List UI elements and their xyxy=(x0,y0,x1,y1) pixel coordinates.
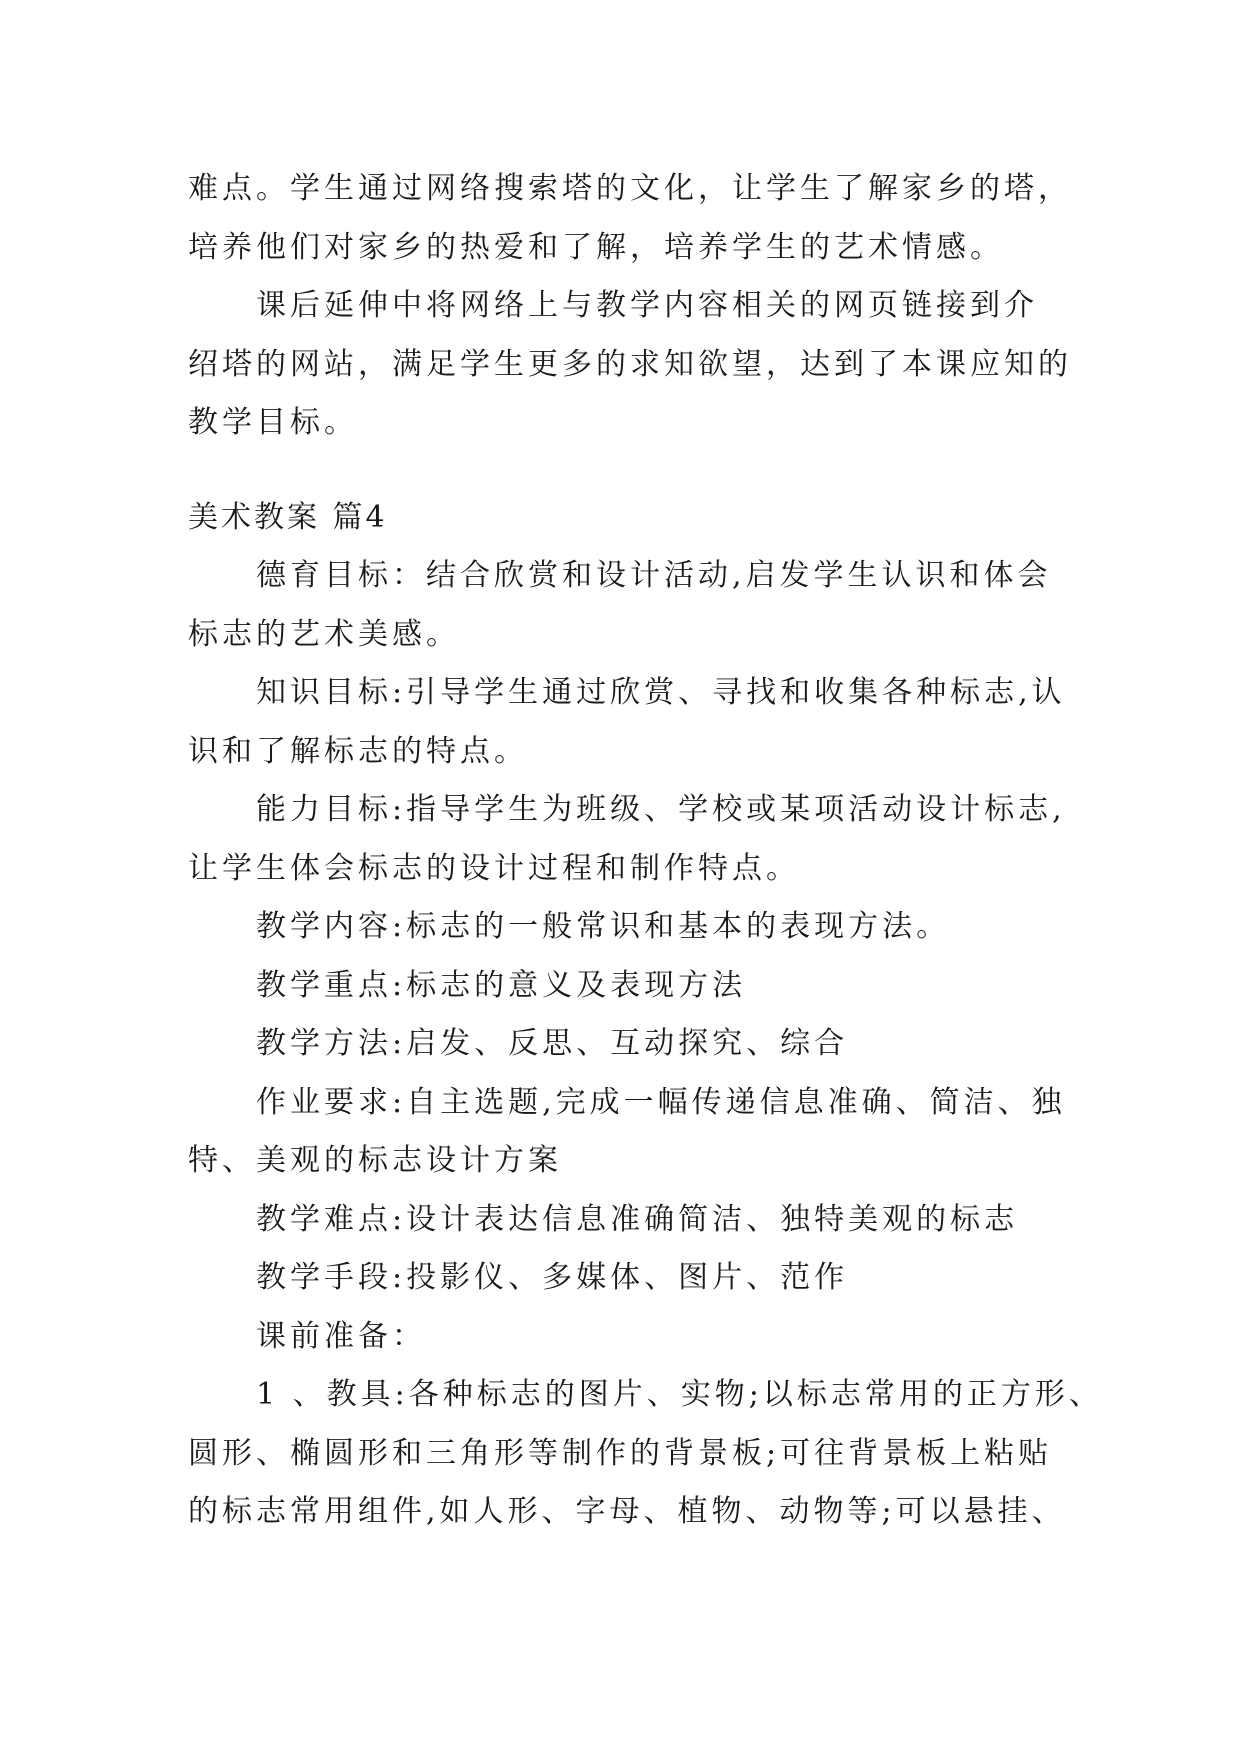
text-line: 让学生体会标志的设计过程和制作特点。 xyxy=(188,850,800,886)
text-line: 特、美观的标志设计方案 xyxy=(188,1143,562,1178)
knowledge-goal-line: 知识目标:引导学生通过欣赏、寻找和收集各种标志,认 xyxy=(256,675,1066,710)
preparation-heading-line: 课前准备： xyxy=(256,1318,426,1354)
teaching-focus-line: 教学重点:标志的意义及表现方法 xyxy=(256,967,747,1003)
text-line: 教学目标。 xyxy=(188,405,358,440)
text-line: 圆形、椭圆形和三角形等制作的背景板;可往背景板上粘贴 xyxy=(188,1435,1053,1471)
assignment-line: 作业要求:自主选题,完成一幅传递信息准确、简洁、独 xyxy=(256,1084,1066,1120)
text-line: 绍塔的网站，满足学生更多的求知欲望，达到了本课应知的 xyxy=(188,346,1072,382)
list-item-line: 1 、教具:各种标志的图片、实物;以标志常用的正方形、 xyxy=(256,1377,1103,1412)
ability-goal-line: 能力目标:指导学生为班级、学校或某项活动设计标志, xyxy=(256,792,1066,827)
text-line: 的标志常用组件,如人形、字母、植物、动物等;可以悬挂、 xyxy=(188,1494,1066,1529)
document-body xyxy=(188,160,1103,1542)
text-line: 识和了解标志的特点。 xyxy=(188,733,528,769)
text-line: 标志的艺术美感。 xyxy=(188,616,460,652)
text-line: 难点。学生通过网络搜索塔的文化，让学生了解家乡的塔， xyxy=(188,171,1072,206)
teaching-method-line: 教学方法:启发、反思、互动探究、综合 xyxy=(256,1026,849,1061)
paragraph-first-line: 课后延伸中将网络上与教学内容相关的网页链接到介 xyxy=(256,288,1038,323)
moral-goal-line: 德育目标：结合欣赏和设计活动,启发学生认识和体会 xyxy=(256,558,1052,593)
teaching-tools-line: 教学手段:投影仪、多媒体、图片、范作 xyxy=(256,1260,849,1295)
text-line: 培养他们对家乡的热爱和了解，培养学生的艺术情感。 xyxy=(188,229,1004,265)
teaching-difficulty-line: 教学难点:设计表达信息准确简洁、独特美观的标志 xyxy=(256,1201,1019,1237)
section-heading: 美术教案 篇4 xyxy=(188,499,388,535)
teaching-content-line: 教学内容:标志的一般常识和基本的表现方法。 xyxy=(256,909,951,944)
